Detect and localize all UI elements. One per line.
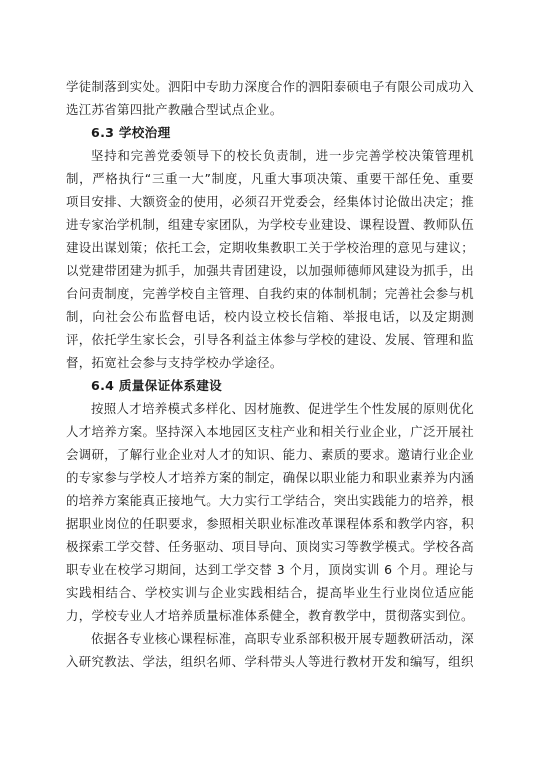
- document-page: [66, 75, 474, 673]
- section-heading-6-4: 6.4 质量保证体系建设: [91, 378, 223, 393]
- quality-assurance-paragraph-2: 依据各专业核心课程标准，高职专业系部积极开展专题教研活动，深入研究教法、学法，组织名师、学科带头人等进行教材开发和编写，组织: [66, 631, 474, 669]
- intro-paragraph: 学徒制落到实处。泗阳中专助力深度合作的泗阳泰硕电子有限公司成功入选江苏省第四批产教融合型试点企业。: [66, 79, 474, 117]
- quality-assurance-paragraph-1: 按照人才培养模式多样化、因材施教、促进学生个性发展的原则优化人才培养方案。坚持深入本地园区支柱产业和相关行业企业，广泛开展社会调研，了解行业企业对人才的知识、能力、素质的要求。邀请行业企业的专家参与学校人才培养方案的制定，确保以职业能力和职业素养为内涵的培养方案能真正接地气。大力实行工学结合，突出实践能力的培养，根据职业岗位的任职要求，参照相关职业标准改革课程体系和教学内容，积极探索工学交替、任务驱动、项目导向、顶岗实习等教学模式。学校各高职专业在校学习期间，达到工学交替 3 个月，顶岗实训 6 个月。理论与实践相结合、学校实训与企业实践相结合，提高毕业生行业岗位适应能力，学校专业人才培养质量标准体系健全，教育教学中，贯彻落实到位。: [66, 401, 474, 623]
- section-heading-6-3: 6.3 学校治理: [91, 125, 171, 140]
- school-governance-paragraph: 坚持和完善党委领导下的校长负责制，进一步完善学校决策管理机制，严格执行“三重一大”制度，凡重大事项决策、重要干部任免、重要项目安排、大额资金的使用，必须召开党委会，经集体讨论做出决定；推进专家治学机制，组建专家团队，为学校专业建设、课程设置、教师队伍建设出谋划策；依托工会，定期收集教职工关于学校治理的意见与建议；以党建带团建为抓手，加强共青团建设，以加强师德师风建设为抓手，出台问责制度，完善学校自主管理、自我约束的体制机制；完善社会参与机制，向社会公布监督电话，校内设立校长信箱、举报电话，以及定期测评，依托学生家长会，引导各利益主体参与学校的建设、发展、管理和监督，拓宽社会参与支持学校办学途径。: [66, 148, 474, 370]
